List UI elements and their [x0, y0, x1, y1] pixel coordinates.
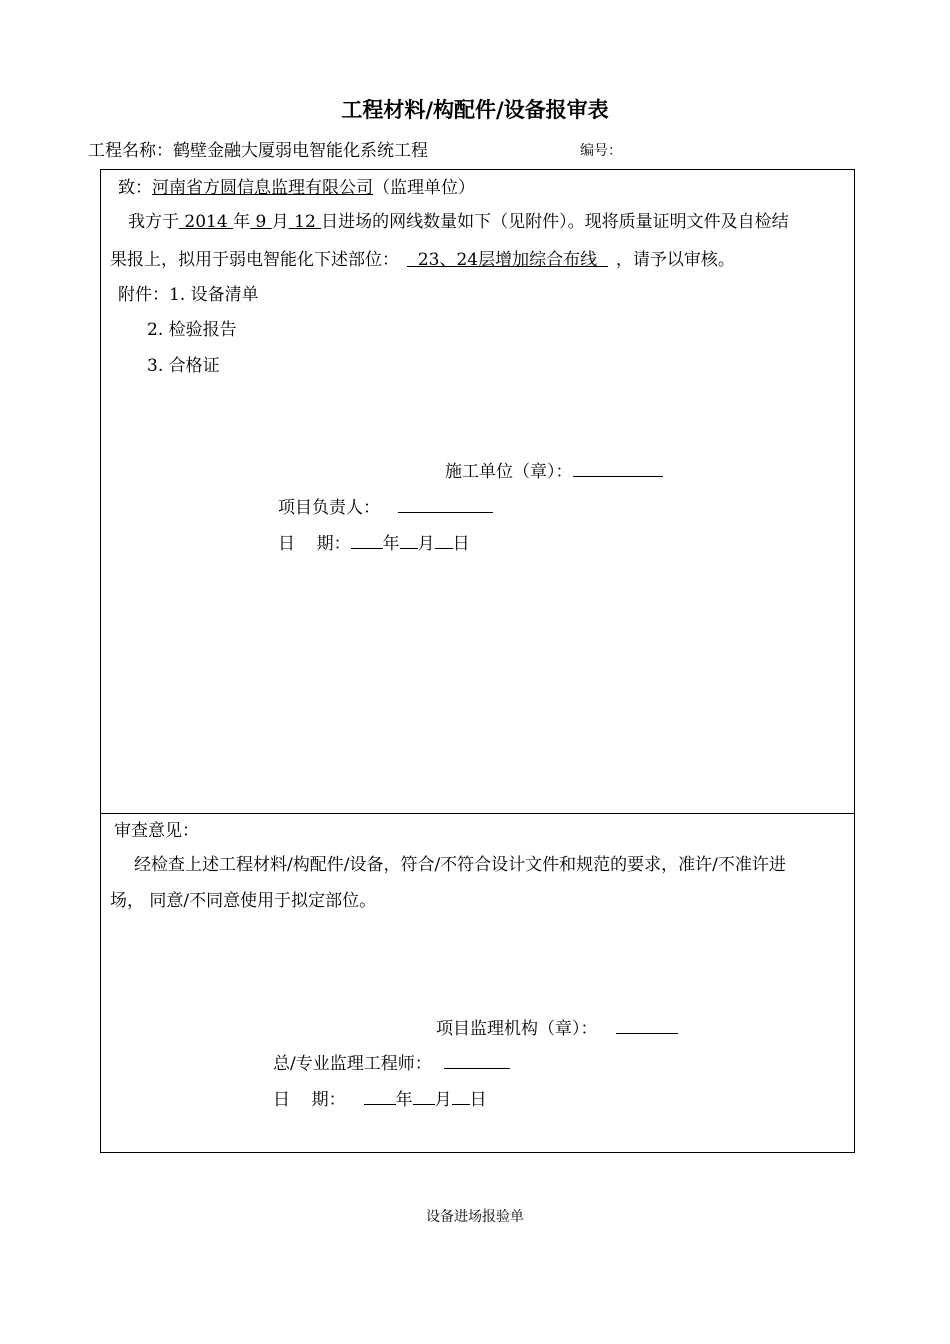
review-month-char: 月 [434, 1090, 452, 1110]
entry-month [250, 212, 272, 232]
contractor-seal-line [445, 457, 663, 482]
addressee-suffix: （监理单位） [373, 178, 475, 198]
location-field [407, 250, 608, 270]
supervisor-blank [616, 1019, 678, 1034]
review-text-2: 场， 同意/不同意使用于拟定部位。 [110, 891, 377, 911]
location-value: 23、24层增加综合布线 [417, 250, 598, 270]
entry-month-value: 9 [255, 212, 267, 232]
date-label: 日 期： [278, 534, 351, 554]
statement-text-2: 果报上，拟用于弱电智能化下述部位： [110, 250, 399, 270]
entry-day-value: 12 [294, 212, 316, 232]
contractor-date-line [278, 529, 470, 554]
project-name: 鹤壁金融大厦弱电智能化系统工程 [173, 141, 428, 161]
year-char: 年 [233, 212, 251, 232]
statement-text: 我方于 [128, 212, 179, 232]
addressee-line [118, 173, 475, 198]
entry-day [289, 212, 321, 232]
attachment-3: 3. 合格证 [147, 356, 220, 376]
attachment-2: 2. 检验报告 [147, 320, 237, 340]
manager-label: 项目负责人： [278, 498, 380, 518]
project-label: 工程名称： [88, 141, 173, 161]
engineer-label: 总/专业监理工程师： [273, 1054, 432, 1074]
addressee-prefix: 致： [118, 178, 152, 198]
project-name-row [88, 136, 428, 161]
statement-text-3: ，请予以审核。 [615, 250, 735, 270]
review-label: 审查意见： [114, 821, 199, 841]
date-month-char: 月 [417, 534, 435, 554]
attachment-1-text: 1. 设备清单 [169, 285, 259, 305]
engineer-line [273, 1049, 510, 1074]
date-year-char: 年 [382, 534, 400, 554]
statement-text-cont: 日进场的网线数量如下（见附件）。现将质量证明文件及自检结 [321, 212, 789, 232]
review-date-label: 日 期： [273, 1090, 346, 1110]
date-day-blank [435, 534, 453, 549]
review-date-line [273, 1085, 487, 1110]
contractor-blank [573, 462, 663, 477]
statement-line-2 [110, 245, 735, 270]
month-char: 月 [271, 212, 289, 232]
entry-year [179, 212, 233, 232]
review-year-char: 年 [395, 1090, 413, 1110]
attachment-1 [118, 280, 259, 305]
supervisor-seal-line [436, 1014, 678, 1039]
manager-blank [398, 498, 493, 513]
review-day-char: 日 [469, 1090, 487, 1110]
supervisor-label: 项目监理机构（章）： [436, 1019, 598, 1039]
number-label: 编号： [580, 143, 622, 159]
statement-line-1 [128, 207, 789, 232]
attachment-label: 附件： [118, 285, 169, 305]
page-title: 工程材料/构配件/设备报审表 [341, 97, 609, 122]
review-day-blank [452, 1090, 470, 1105]
engineer-blank [444, 1054, 510, 1069]
review-month-blank [413, 1090, 435, 1105]
review-text-1: 经检查上述工程材料/构配件/设备，符合/不符合设计文件和规范的要求，准许/不准许进 [134, 855, 786, 875]
addressee-company: 河南省方圆信息监理有限公司 [152, 178, 373, 198]
footer-caption: 设备进场报验单 [426, 1209, 524, 1225]
date-year-blank [351, 534, 383, 549]
date-day-char: 日 [452, 534, 470, 554]
contractor-label: 施工单位（章）： [445, 462, 573, 482]
date-month-blank [400, 534, 418, 549]
manager-line [278, 493, 493, 518]
entry-year-value: 2014 [184, 212, 228, 232]
review-year-blank [364, 1090, 396, 1105]
